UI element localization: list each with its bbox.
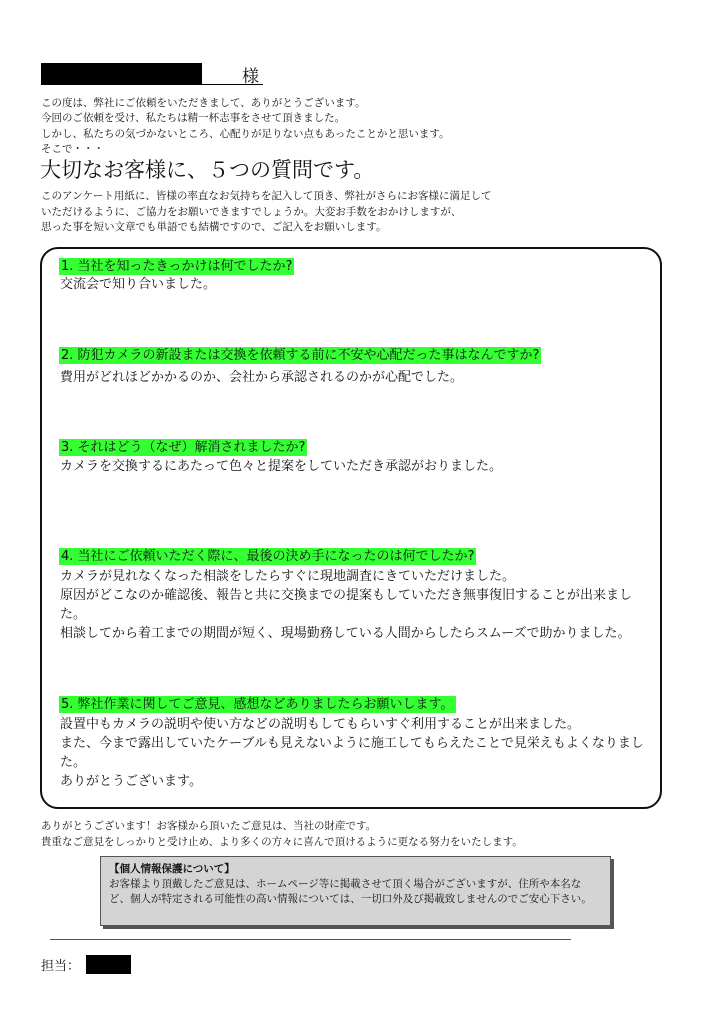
answer-1: 交流会で知り合いました。 (60, 277, 217, 292)
staff-name-redacted (86, 955, 131, 974)
intro-line-3: しかし、私たちの気づかないところ、心配りが足りない点もあったことかと思います。 (41, 128, 450, 140)
intro-line-4: そこで・・・ (41, 143, 104, 155)
answer-5-line-1: 設置中もカメラの説明や使い方などの説明もしてもらいすぐ利用することが出来ました。 (60, 717, 581, 732)
answer-5-line-2: また、今まで露出していたケーブルも見えないように施工してもらえたことで見栄えもよくなりました。 (60, 736, 644, 770)
footer-line-1: ありがとうございます！お客様から頂いたご意見は、当社の財産です。 (41, 820, 377, 832)
question-3: 3. それはどう（なぜ）解消されましたか? (61, 440, 306, 455)
answer-4-line-3: 相談してから着工までの期間が短く、現場勤務している人間からしたらスムーズで助かりました。 (60, 626, 631, 641)
answer-2: 費用がどれほどかかるのか、会社から承認されるのかが心配でした。 (60, 370, 464, 385)
footer-line-2: 貴重なご意見をしっかりと受け止め、より多くの方々に喜んで頂けるように更なる努力をいたします。 (41, 836, 523, 848)
question-2: 2. 防犯カメラの新設または交換を依頼する前に不安や心配だった事はなんですか? (61, 348, 540, 363)
page-headline: 大切なお客様に、５つの質問です。 (40, 158, 375, 182)
staff-label: 担当： (41, 959, 81, 974)
answer-5 (60, 715, 656, 791)
answer-4-line-1: カメラが見れなくなった相談をしたらすぐに現地調査にきていただけました。 (60, 569, 516, 584)
answer-4-line-2: 原因がどこなのか確認後、報告と共に交換までの提案もしていただき無事復旧することが出来ました。 (60, 588, 633, 622)
privacy-title: 【個人情報保護について】 (109, 863, 235, 875)
question-5: 5. 弊社作業に関してご意見、感想などありましたらお願いします。 (61, 697, 454, 712)
answer-5-line-3: ありがとうございます。 (60, 774, 202, 789)
divider (50, 939, 571, 940)
honorific: 様 (242, 67, 259, 87)
question-1: 1. 当社を知ったきっかけは何でしたか? (61, 259, 293, 274)
request-line-1: このアンケート用紙に、皆様の率直なお気持ちを記入して頂き、弊社がさらにお客様に満足して (41, 190, 492, 202)
privacy-notice (100, 856, 611, 926)
request-line-3: 思った事を短い文章でも単語でも結構ですので、ご記入をお願いします。 (41, 221, 387, 233)
customer-name-line (41, 84, 263, 85)
question-4: 4. 当社にご依頼いただく際に、最後の決め手になったのは何でしたか? (61, 549, 475, 564)
answer-3: カメラを交換するにあたって色々と提案をしていただき承認がおりました。 (60, 459, 503, 474)
intro-line-2: 今回のご依頼を受け、私たちは精一杯志事をさせて頂きました。 (41, 112, 346, 124)
intro-line-1: この度は、弊社にご依頼をいただきまして、ありがとうございます。 (41, 97, 366, 109)
answer-4 (60, 567, 656, 643)
privacy-body: お客様より頂戴したご意見は、ホームページ等に掲載させて頂く場合がございますが、住所や本名など、個人が特定される可能性の高い情報については、一切口外及び掲載致しませんのでご安心下さい。 (109, 878, 592, 905)
customer-name-redacted (41, 63, 202, 84)
request-line-2: いただけるように、ご協力をお願いできますでしょうか。大変お手数をおかけしますが、 (41, 206, 462, 218)
